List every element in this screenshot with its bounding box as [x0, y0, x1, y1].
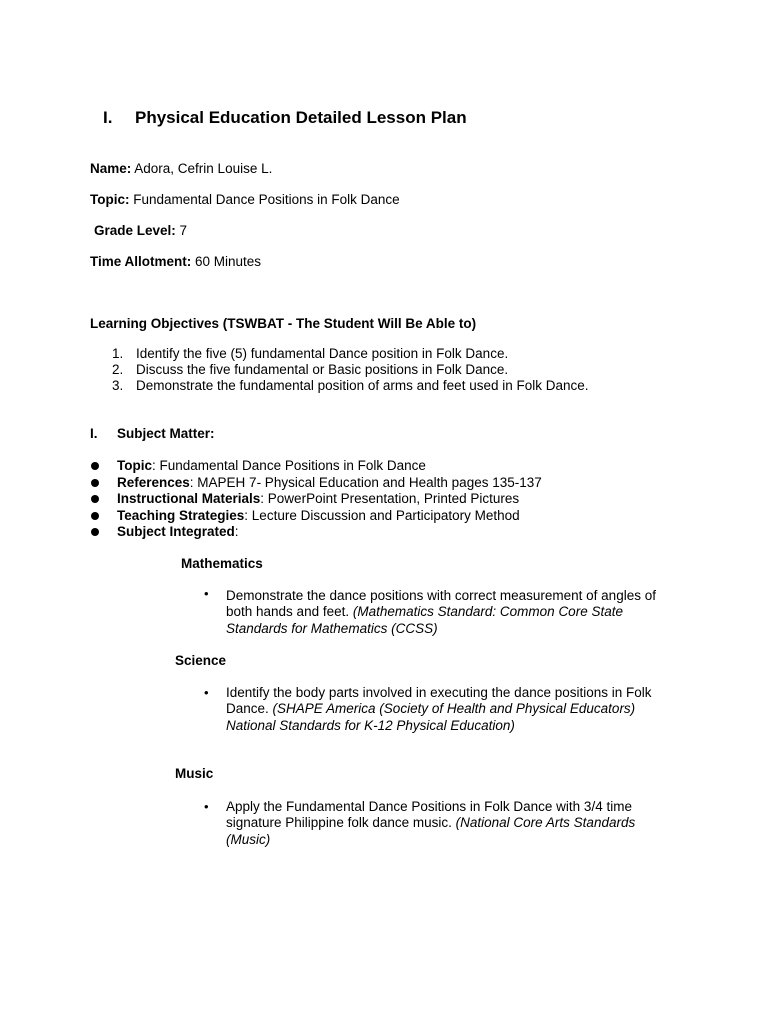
title-number: I. [103, 108, 113, 127]
subject-matter-item [90, 458, 542, 475]
music-heading: Music [175, 766, 214, 781]
science-paragraph [204, 685, 681, 734]
mathematics-standard: (Mathematics Standard: Common Core State Standards for Mathematics (CCSS) [226, 604, 623, 636]
item-value: : PowerPoint Presentation, Printed Pictures [260, 491, 520, 506]
grade-value: 7 [175, 223, 188, 238]
objective-text: Demonstrate the fundamental position of arms and feet used in Folk Dance. [136, 378, 589, 393]
bullet-icon: • [204, 799, 209, 814]
item-label: Subject Integrated [117, 524, 235, 539]
subject-matter-title: Subject Matter: [117, 426, 215, 441]
music-paragraph [204, 799, 681, 848]
item-value: : MAPEH 7- Physical Education and Health pages 135-137 [189, 474, 542, 490]
time-label: Time Allotment: [90, 254, 192, 269]
item-label: Instructional Materials [117, 491, 261, 506]
grade-label: Grade Level: [94, 223, 176, 238]
name-label: Name: [90, 161, 132, 176]
name-field [90, 161, 272, 176]
music-text: Apply the Fundamental Dance Positions in Folk Dance with 3/4 time signature Philippine folk dance music. [226, 799, 632, 831]
mathematics-heading: Mathematics [181, 556, 263, 571]
objective-text: Discuss the five fundamental or Basic positions in Folk Dance. [136, 362, 509, 377]
objective-text: Identify the five (5) fundamental Dance position in Folk Dance. [136, 346, 509, 361]
item-value: : Fundamental Dance Positions in Folk Dance [152, 458, 426, 473]
time-field [90, 254, 261, 269]
mathematics-text: Demonstrate the dance positions with correct measurement of angles of both hands and feet. [226, 588, 656, 620]
objective-number: 2. [112, 362, 124, 377]
bullet-icon [91, 512, 99, 520]
subject-matter-item [90, 475, 542, 492]
subject-matter-heading [90, 426, 215, 441]
item-label: References [117, 474, 190, 490]
title-text: Physical Education Detailed Lesson Plan [135, 108, 467, 127]
objective-item [112, 346, 589, 362]
subject-matter-item [90, 508, 542, 525]
item-label: Topic [117, 458, 152, 473]
science-text: Identify the body parts involved in executing the dance positions in Folk Dance. [226, 685, 652, 717]
subject-matter-number: I. [90, 426, 98, 441]
objective-number: 3. [112, 378, 124, 393]
objective-item [112, 362, 589, 378]
item-value: : Lecture Discussion and Participatory Method [244, 507, 520, 523]
music-standard: (National Core Arts Standards (Music) [226, 815, 636, 847]
science-standard: (SHAPE America (Society of Health and Physical Educators) National Standards for K-12 Physical Education) [226, 701, 636, 733]
page-title [103, 108, 467, 128]
objectives-list [112, 346, 589, 394]
topic-value: Fundamental Dance Positions in Folk Dance [129, 192, 400, 207]
subject-matter-item [90, 524, 542, 541]
name-value: Adora, Cefrin Louise L. [131, 161, 273, 176]
item-label: Teaching Strategies [117, 507, 245, 523]
science-heading: Science [175, 653, 227, 668]
objectives-heading: Learning Objectives (TSWBAT - The Student Will Be Able to) [90, 316, 477, 331]
mathematics-paragraph [204, 586, 681, 637]
grade-field [94, 223, 187, 238]
topic-label: Topic: [90, 192, 130, 207]
bullet-icon [91, 528, 99, 536]
item-value: : [234, 524, 239, 539]
time-value: 60 Minutes [191, 254, 262, 269]
bullet-icon [91, 495, 99, 503]
bullet-icon: • [204, 685, 209, 700]
bullet-icon: • [204, 586, 209, 601]
objective-item [112, 378, 589, 394]
subject-matter-list [90, 458, 542, 541]
bullet-icon [91, 462, 99, 470]
subject-matter-item [90, 491, 542, 508]
topic-field [90, 192, 400, 207]
bullet-icon [91, 479, 99, 487]
objective-number: 1. [112, 346, 124, 361]
